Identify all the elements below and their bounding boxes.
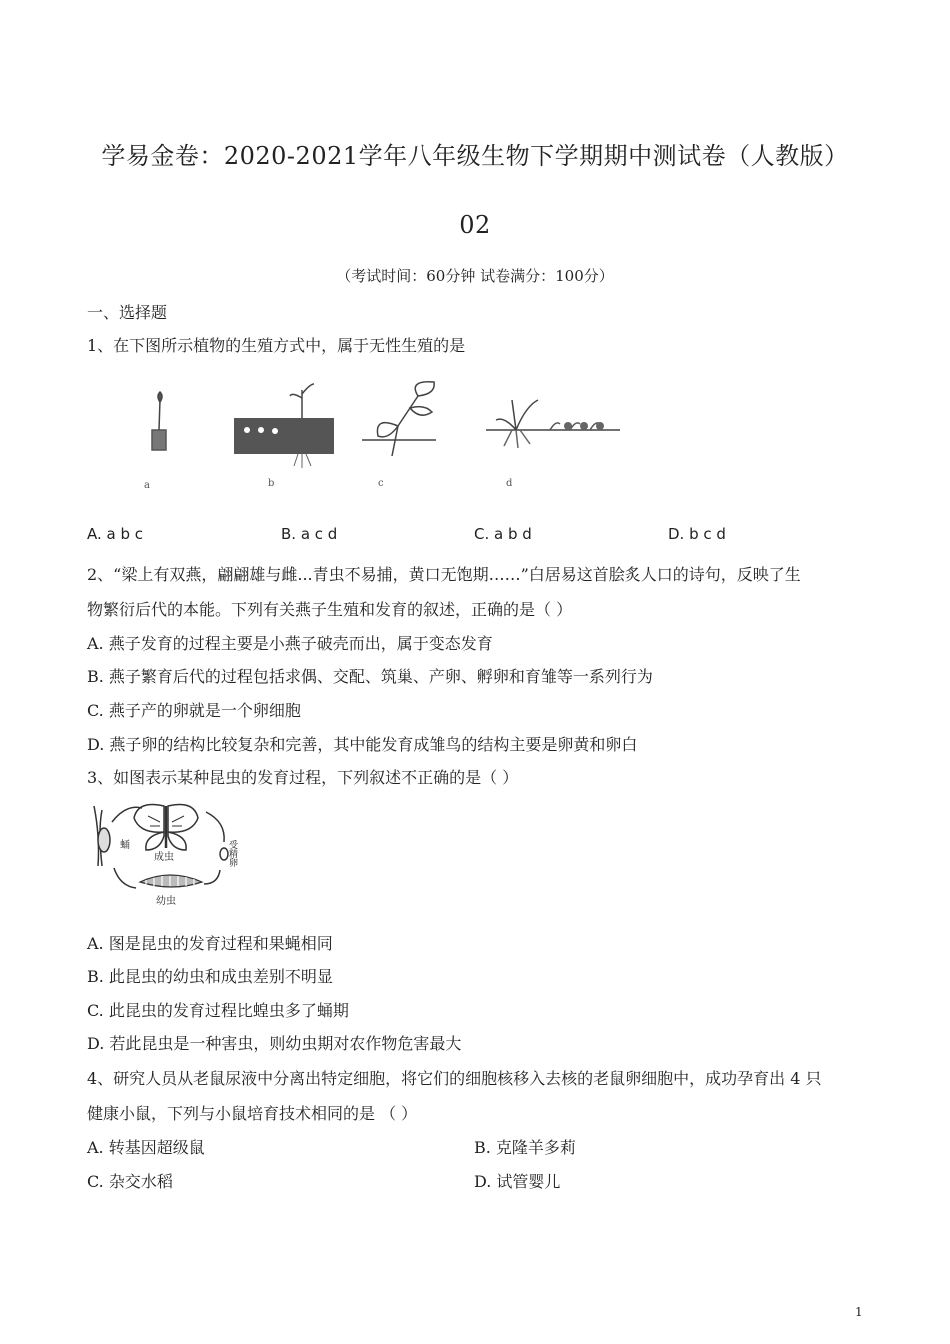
q1-label-b: b [268,478,275,489]
q3-insect-life-cycle-figure [88,796,248,912]
q2-option-b[interactable]: B. 燕子繁育后代的过程包括求偶、交配、筑巢、产卵、孵卵和育雏等一系列行为 [87,667,653,686]
q1-stem: 1、在下图所示植物的生殖方式中，属于无性生殖的是 [87,336,466,355]
q4-option-a[interactable]: A. 转基因超级鼠 [87,1138,205,1157]
q3-label-egg: 受精卵 [227,840,237,867]
q1-option-b[interactable]: B. a c d [281,525,338,543]
q2-stem-line2: 物繁衍后代的本能。下列有关燕子生殖和发育的叙述，正确的是（ ） [87,600,573,619]
q1-option-a[interactable]: A. a b c [87,525,144,543]
q4-stem-line1: 4、研究人员从老鼠尿液中分离出特定细胞，将它们的细胞核移入去核的老鼠卵细胞中，成功孕育出 4 只 [87,1069,822,1088]
q4-option-b[interactable]: B. 克隆羊多莉 [474,1138,576,1157]
q1-label-c: c [378,478,384,489]
page-title: 学易金卷：2020-2021学年八年级生物下学期期中测试卷（人教版） [101,142,849,170]
q4-option-c[interactable]: C. 杂交水稻 [87,1172,173,1191]
q1-label-d: d [506,478,513,489]
q1-figure-b [234,384,334,468]
q3-option-a[interactable]: A. 图是昆虫的发育过程和果蝇相同 [87,934,333,953]
q3-label-pupa: 蛹 [120,840,130,851]
section-heading: 一、选择题 [87,303,168,322]
page-number: 1 [855,1305,863,1319]
q1-option-d[interactable]: D. b c d [668,525,726,543]
q1-figure-a [152,392,166,450]
q2-option-a[interactable]: A. 燕子发育的过程主要是小燕子破壳而出，属于变态发育 [87,634,493,653]
page-title-number: 02 [459,211,491,239]
q3-option-c[interactable]: C. 此昆虫的发育过程比蝗虫多了蛹期 [87,1001,349,1020]
q3-option-d[interactable]: D. 若此昆虫是一种害虫，则幼虫期对农作物危害最大 [87,1034,462,1053]
q4-option-d[interactable]: D. 试管婴儿 [474,1172,561,1191]
exam-info: （考试时间：60分钟 试卷满分：100分） [336,267,614,285]
q1-label-a: a [144,480,150,491]
q3-pupa [94,806,110,866]
q2-option-c[interactable]: C. 燕子产的卵就是一个卵细胞 [87,701,301,720]
q2-stem-line1: 2、“梁上有双燕，翩翩雄与雌...青虫不易捕，黄口无饱期……”白居易这首脍炙人口的诗句，反映了生 [87,565,801,584]
q1-plant-reproduction-figure [130,378,630,498]
q2-option-d[interactable]: D. 燕子卵的结构比较复杂和完善，其中能发育成雏鸟的结构主要是卵黄和卵白 [87,735,638,754]
q3-stem: 3、如图表示某种昆虫的发育过程，下列叙述不正确的是（ ） [87,768,519,787]
q1-option-c[interactable]: C. a b d [474,525,532,543]
q3-larva [140,875,202,887]
q1-figure-d [486,400,620,448]
q3-label-larva: 幼虫 [156,896,176,907]
q3-option-b[interactable]: B. 此昆虫的幼虫和成虫差别不明显 [87,967,333,986]
q3-butterfly [134,805,198,851]
q4-stem-line2: 健康小鼠，下列与小鼠培育技术相同的是 （ ） [87,1104,418,1123]
q3-label-adult: 成虫 [154,852,174,863]
q1-figure-c [362,382,436,456]
